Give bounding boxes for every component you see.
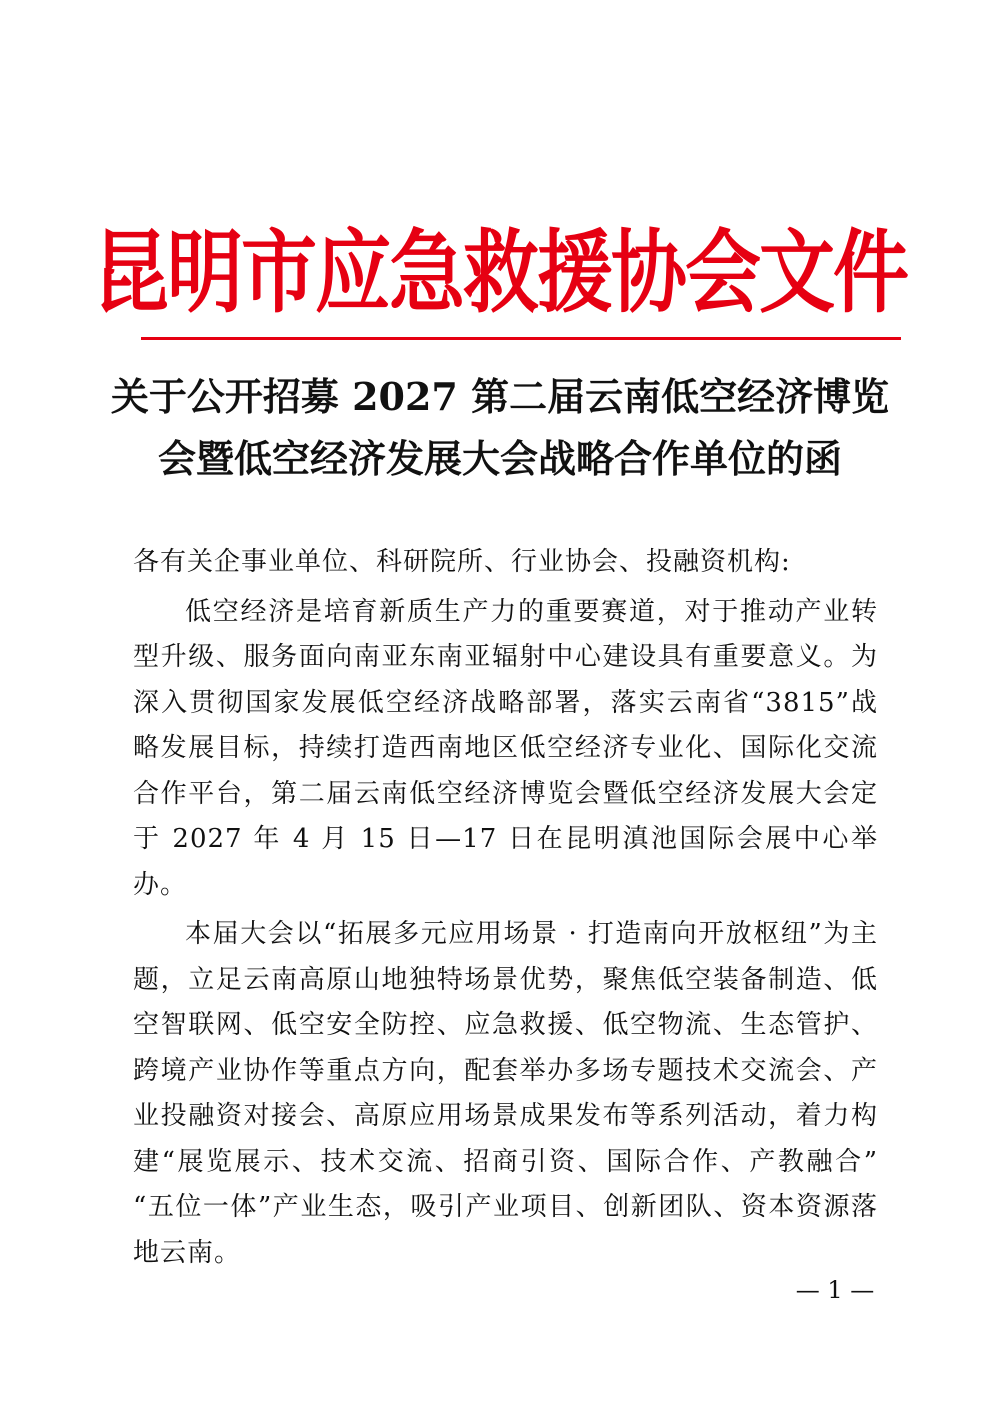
document-body bbox=[133, 540, 878, 1280]
document-title-line-2: 会暨低空经济发展大会战略合作单位的函 bbox=[157, 436, 842, 481]
body-paragraph-2: 本届大会以“拓展多元应用场景 · 打造南向开放枢纽”为主题，立足云南高原山地独特场景优势，聚焦低空装备制造、低空智联网、低空安全防控、应急救援、低空物流、生态管护、跨境产业协作等重点方向，配套举办多场专题技术交流会、产业投融资对接会、高原应用场景成果发布等系列活动，着力构建“展览展示、技术交流、招商引资、国际合作、产教融合” “五位一体”产业生态，吸引产业项目、创新团队、资本资源落地云南。 bbox=[133, 919, 878, 1268]
page-number: — 1 — bbox=[795, 1276, 875, 1304]
document-masthead: 昆明市应急救援协会文件 bbox=[93, 219, 907, 325]
document-title-line-1: 关于公开招募 2027 第二届云南低空经济博览 bbox=[110, 374, 890, 419]
body-paragraph-1: 低空经济是培育新质生产力的重要赛道，对于推动产业转型升级、服务面向南亚东南亚辐射中心建设具有重要意义。为深入贯彻国家发展低空经济战略部署，落实云南省“3815”战略发展目标，持续打造西南地区低空经济专业化、国际化交流合作平台，第二届云南低空经济博览会暨低空经济发展大会定于 2027 年 4 月 15 日—17 日在昆明滇池国际会展中心举办。 bbox=[133, 596, 878, 900]
salutation: 各有关企事业单位、科研院所、行业协会、投融资机构: bbox=[133, 547, 791, 577]
masthead-red-rule bbox=[141, 337, 901, 340]
document-title bbox=[100, 366, 900, 490]
